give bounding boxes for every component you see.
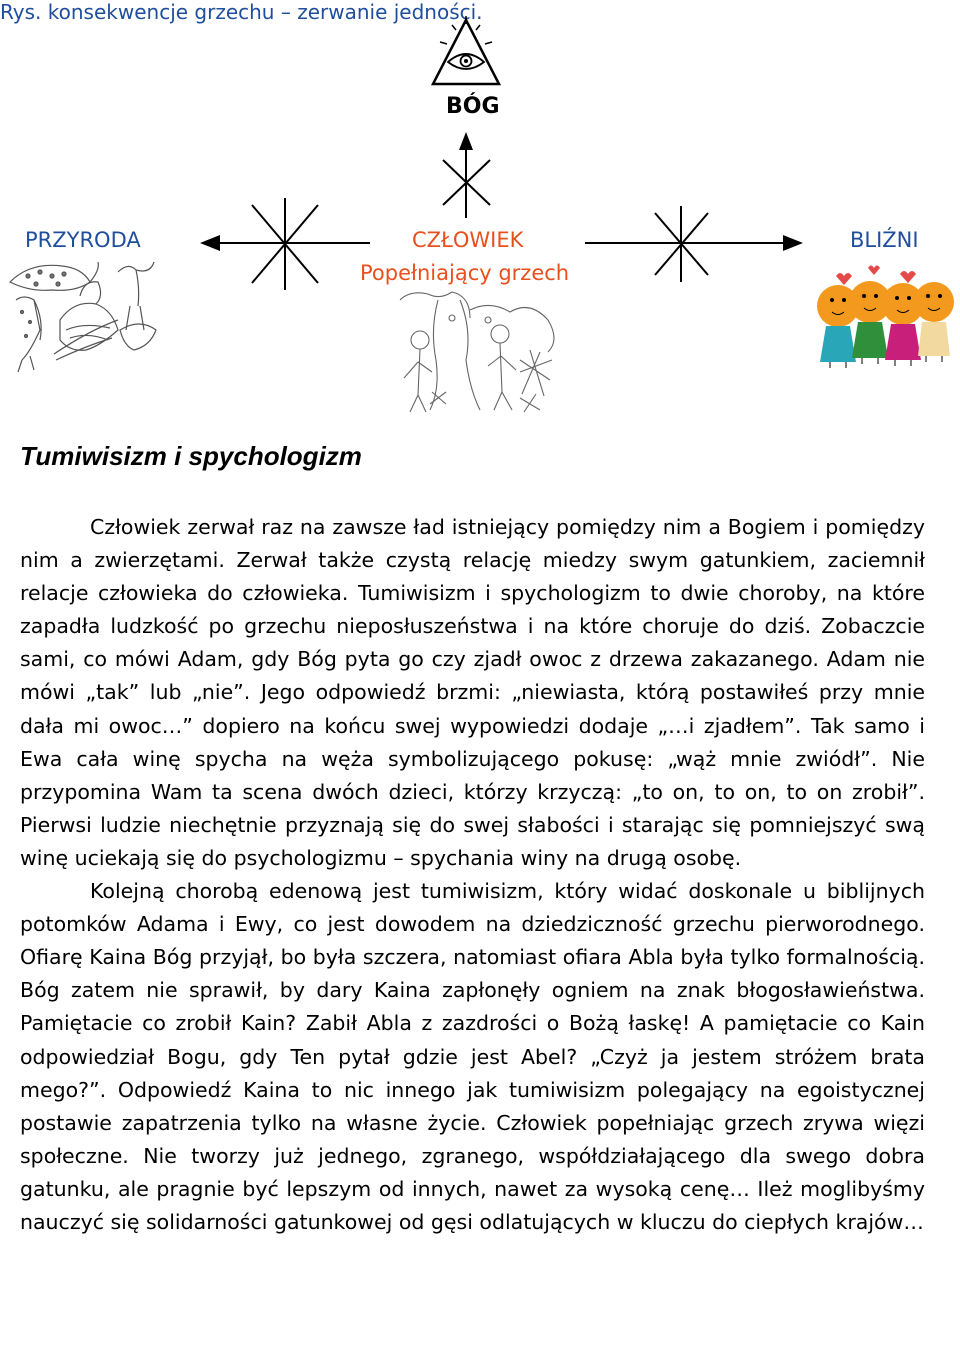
human-label: CZŁOWIEK xyxy=(412,228,524,252)
section-heading: Tumiwisizm i spychologizm xyxy=(20,441,362,471)
diagram-graphics xyxy=(0,0,960,430)
nature-label: PRZYRODA xyxy=(25,228,141,252)
sin-consequences-diagram xyxy=(0,0,960,430)
adam-eve-illustration xyxy=(400,292,554,412)
figure-caption: Rys. konsekwencje grzechu – zerwanie jedności. xyxy=(0,0,483,24)
eye-of-providence-icon xyxy=(433,16,499,84)
arrow-to-god xyxy=(443,132,490,218)
paragraph: Kolejną chorobą edenową jest tumiwisizm, który widać doskonale u biblijnych potomków Adama i Ewy, co jest dowodem na dziedziczność grzechu pierworodnego. Ofiarę Kaina Bóg przyjął, bo była szczera, natomiast ofiara Abla była tylko formalnością. Bóg zatem nie sprawił, by dary Kaina zapłonęły ogniem na znak błogosławieństwa. Pamiętacie co zrobił Kain? Zabił Abla z zazdrości o Bożą łaskę! A pamiętacie co Kain odpowiedział Bogu, gdy Ten pytał gdzie jest Abel? „Czyż ja jestem stróżem brata mego?”. Odpowiedź Kaina to nic innego jak tumiwisizm polegający na egoistycznej postawie zapatrzenia tylko na własne życie. Człowiek popełniając grzech zrywa więzi społeczne. Nie tworzy już jednego, zgranego, współdziałającego dla swego dobra gatunku, ale pragnie być lepszym od innych, nawet za wysoką cenę… Ileż moglibyśmy nauczyć się solidarności gatunkowej od gęsi odlatujących w kluczu do ciepłych krajów… xyxy=(20,879,925,1234)
body-text xyxy=(20,511,925,1239)
human-sinning-label: Popełniający grzech xyxy=(360,261,570,285)
paragraph: Człowiek zerwał raz na zawsze ład istniejący pomiędzy nim a Bogiem i pomiędzy nim a zwierzętami. Zerwał także czystą relację miedzy swym gatunkiem, zaciemnił relacje człowieka do człowieka. Tumiwisizm i spychologizm to dwie choroby, na które zapadła ludzkość po grzechu nieposłuszeństwa i na które choruje do dziś. Zobaczcie sami, co mówi Adam, gdy Bóg pyta go czy zjadł owoc z drzewa zakazanego. Adam nie mówi „tak” lub „nie”. Jego odpowiedź brzmi: „niewiasta, którą postawiłeś przy mnie dała mi owoc…” dopiero na końcu swej wypowiedzi dodaje „…i zjadłem”. Tak samo i Ewa cała winę spycha na węża symbolizującego pokusę: „wąż mnie zwiódł”. Nie przypomina Wam ta scena dwóch dzieci, którzy krzyczą: „to on, to on, to on zrobił”. Pierwsi ludzie niechętnie przyznają się do swej słabości i starając się pomniejszyć swą winę uciekają się do psychologizmu – spychania winy na drugą osobę. xyxy=(20,515,925,870)
arrow-to-nature xyxy=(200,198,370,290)
neighbours-label: BLIŹNI xyxy=(850,228,919,252)
arrow-to-neighbours xyxy=(585,206,803,282)
god-label: BÓG xyxy=(446,94,500,119)
nature-animals-illustration xyxy=(10,262,156,372)
neighbours-figures-illustration xyxy=(817,266,954,369)
